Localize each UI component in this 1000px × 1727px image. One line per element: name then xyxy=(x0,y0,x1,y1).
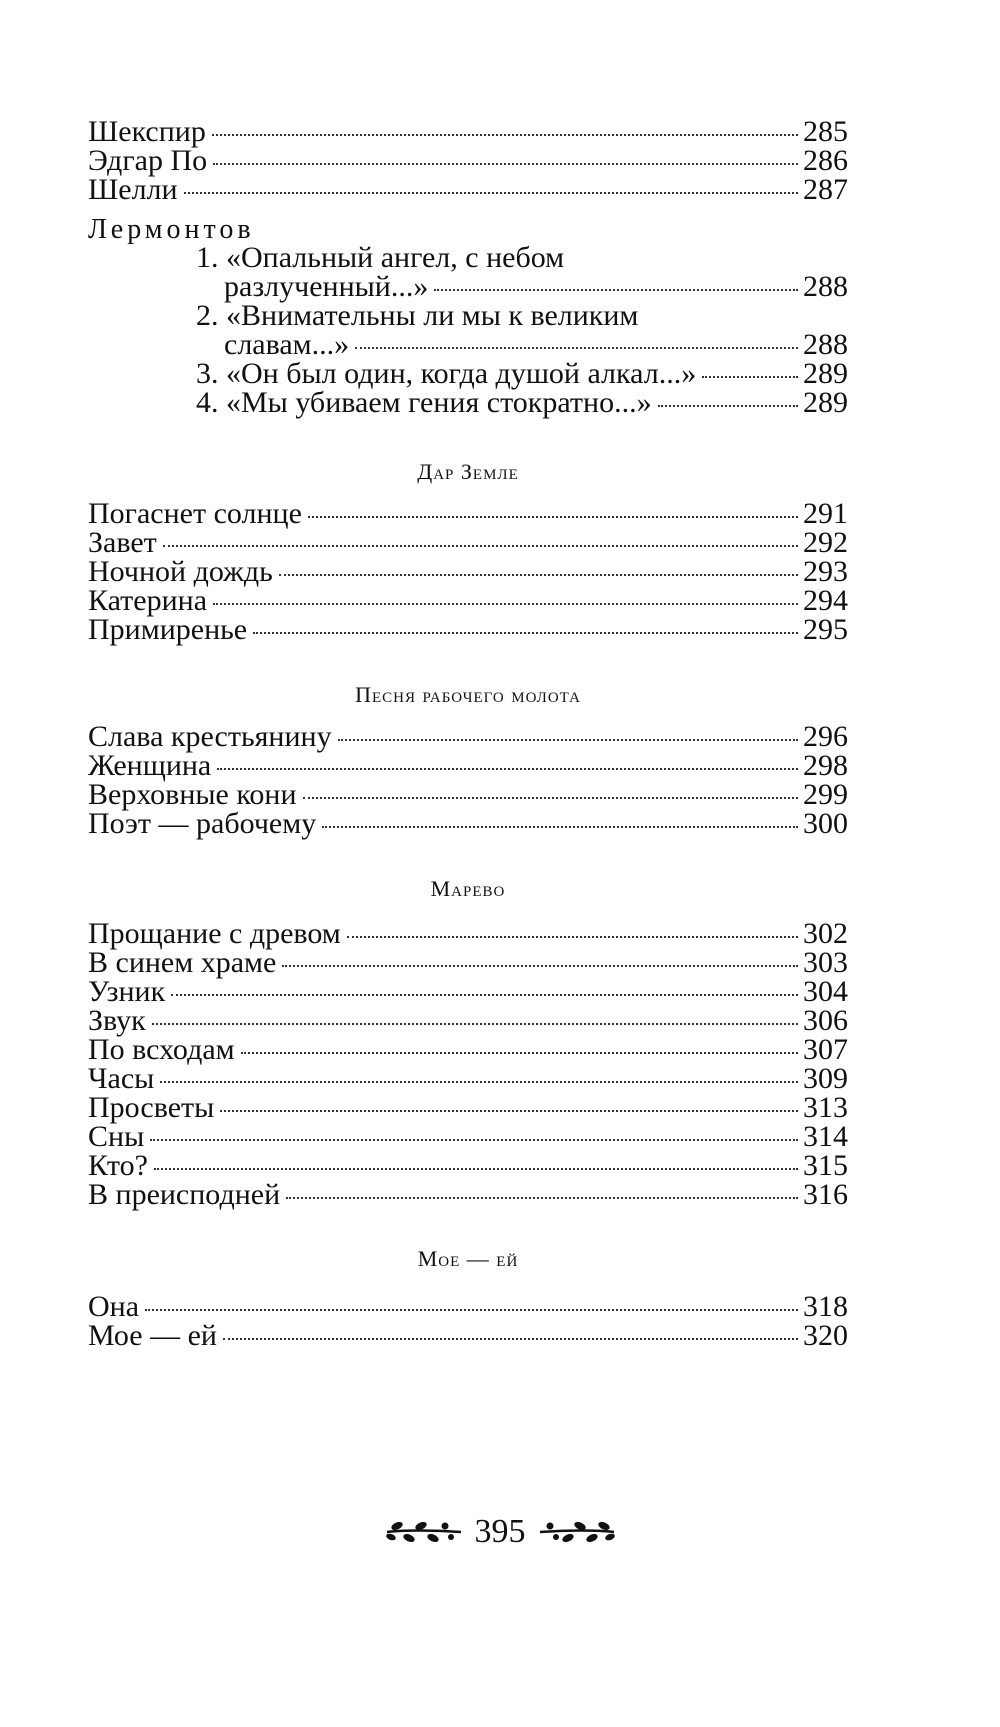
entry-title: Катерина xyxy=(88,584,208,617)
entry-page: 289 xyxy=(803,386,848,419)
entry-title: Шекспир xyxy=(88,115,206,148)
entry-title: Она xyxy=(88,1290,140,1323)
entry-title: Завет xyxy=(88,526,157,559)
toc-entry xyxy=(88,614,848,646)
entry-page: 307 xyxy=(803,1033,848,1066)
section-heading: Мое — ей xyxy=(417,1246,519,1271)
dot-leader xyxy=(212,134,798,136)
entry-page: 288 xyxy=(803,328,848,361)
floral-ornament-left-icon xyxy=(383,1518,463,1546)
entry-title: Эдгар По xyxy=(88,144,208,177)
entry-page: 315 xyxy=(803,1149,848,1182)
entry-title: В преисподней xyxy=(88,1178,281,1211)
entry-title: Примиренье xyxy=(88,613,248,646)
toc-entry xyxy=(88,808,848,840)
toc-entry xyxy=(88,1121,848,1153)
entry-page: 302 xyxy=(803,917,848,950)
dot-leader xyxy=(702,376,798,378)
entry-title: разлученный...» xyxy=(224,270,429,303)
dot-leader xyxy=(286,1197,798,1199)
dot-leader xyxy=(241,1052,798,1054)
entry-page: 293 xyxy=(803,555,848,588)
entry-title: Просветы xyxy=(88,1091,215,1124)
entry-page: 295 xyxy=(803,613,848,646)
entry-title: Верховные кони xyxy=(88,778,297,811)
section-heading: Марево xyxy=(430,876,506,901)
dot-leader xyxy=(303,797,798,799)
dot-leader xyxy=(171,994,798,996)
entry-page: 289 xyxy=(803,357,848,390)
toc-entry xyxy=(196,387,848,419)
entry-title: Женщина xyxy=(88,749,212,782)
sub-entry-index: 2. xyxy=(196,299,219,332)
entry-page: 292 xyxy=(803,526,848,559)
entry-title: Прощание с древом xyxy=(88,917,341,950)
entry-title: Ночной дождь xyxy=(88,555,273,588)
entry-page: 306 xyxy=(803,1004,848,1037)
entry-page: 304 xyxy=(803,975,848,1008)
entry-page: 291 xyxy=(803,497,848,530)
entry-title: Поэт — рабочему xyxy=(88,807,317,840)
toc-entry xyxy=(88,976,848,1008)
entry-title: Звук xyxy=(88,1004,146,1037)
dot-leader xyxy=(338,739,798,741)
page-footer xyxy=(0,1510,1000,1554)
sub-entry-index: 1. xyxy=(196,241,219,274)
dot-leader xyxy=(213,163,798,165)
entry-page: 296 xyxy=(803,720,848,753)
entry-title xyxy=(196,387,652,419)
dot-leader xyxy=(152,1023,798,1025)
entry-page: 309 xyxy=(803,1062,848,1095)
section-heading: Песня рабочего молота xyxy=(355,682,581,707)
dot-leader xyxy=(163,545,798,547)
dot-leader xyxy=(154,1168,798,1170)
sub-entry-title: «Он был один, когда душой алкал...» xyxy=(226,357,697,390)
floral-ornament-right-icon xyxy=(538,1518,618,1546)
entry-page: 298 xyxy=(803,749,848,782)
entry-page: 287 xyxy=(803,173,848,206)
entry-page: 318 xyxy=(803,1290,848,1323)
author-heading: Лермонтов xyxy=(88,214,255,245)
sub-entry-title: «Внимательны ли мы к великим xyxy=(226,299,639,332)
page-number: 395 xyxy=(474,1513,526,1550)
entry-page: 320 xyxy=(803,1319,848,1352)
sub-entry-index: 3. xyxy=(196,357,219,390)
toc-entry xyxy=(88,145,848,177)
entry-title: Слава крестьянину xyxy=(88,720,332,753)
toc-entry xyxy=(88,174,848,206)
entry-title: По всходам xyxy=(88,1033,235,1066)
entry-page: 303 xyxy=(803,946,848,979)
dot-leader xyxy=(223,1338,798,1340)
sub-entry-title: «Мы убиваем гения стократно...» xyxy=(226,386,652,419)
entry-title: В синем храме xyxy=(88,946,277,979)
dot-leader xyxy=(279,574,798,576)
dot-leader xyxy=(355,347,798,349)
entry-page: 313 xyxy=(803,1091,848,1124)
entry-page: 286 xyxy=(803,144,848,177)
toc-entry xyxy=(88,1092,848,1124)
entry-page: 288 xyxy=(803,270,848,303)
sub-entry-index: 4. xyxy=(196,386,219,419)
dot-leader xyxy=(434,289,798,291)
entry-page: 294 xyxy=(803,584,848,617)
entry-page: 299 xyxy=(803,778,848,811)
toc-entry xyxy=(88,1320,848,1352)
dot-leader xyxy=(220,1110,798,1112)
entry-page: 314 xyxy=(803,1120,848,1153)
dot-leader xyxy=(150,1139,798,1141)
dot-leader xyxy=(308,516,798,518)
dot-leader xyxy=(253,632,798,634)
dot-leader xyxy=(160,1081,798,1083)
toc-entry xyxy=(88,498,848,530)
toc-entry xyxy=(88,1179,848,1211)
dot-leader xyxy=(322,826,798,828)
entry-page: 316 xyxy=(803,1178,848,1211)
dot-leader xyxy=(282,965,798,967)
toc-entry xyxy=(88,1034,848,1066)
dot-leader xyxy=(347,936,798,938)
entry-title: Мое — ей xyxy=(88,1319,217,1352)
entry-page: 285 xyxy=(803,115,848,148)
dot-leader xyxy=(658,405,798,407)
sub-entry-title: «Опальный ангел, с небом xyxy=(226,241,565,274)
dot-leader xyxy=(184,192,798,194)
entry-title: Часы xyxy=(88,1062,155,1095)
entry-title: Сны xyxy=(88,1120,145,1153)
dot-leader xyxy=(217,768,798,770)
toc-entry xyxy=(88,947,848,979)
entry-title: Шелли xyxy=(88,173,178,206)
section-heading: Дар Земле xyxy=(417,459,519,484)
entry-title: славам...» xyxy=(224,328,350,361)
entry-page: 300 xyxy=(803,807,848,840)
entry-title: Узник xyxy=(88,975,166,1008)
dot-leader xyxy=(213,603,798,605)
entry-title: Погаснет солнце xyxy=(88,497,302,530)
entry-title: Кто? xyxy=(88,1149,148,1182)
dot-leader xyxy=(145,1309,798,1311)
